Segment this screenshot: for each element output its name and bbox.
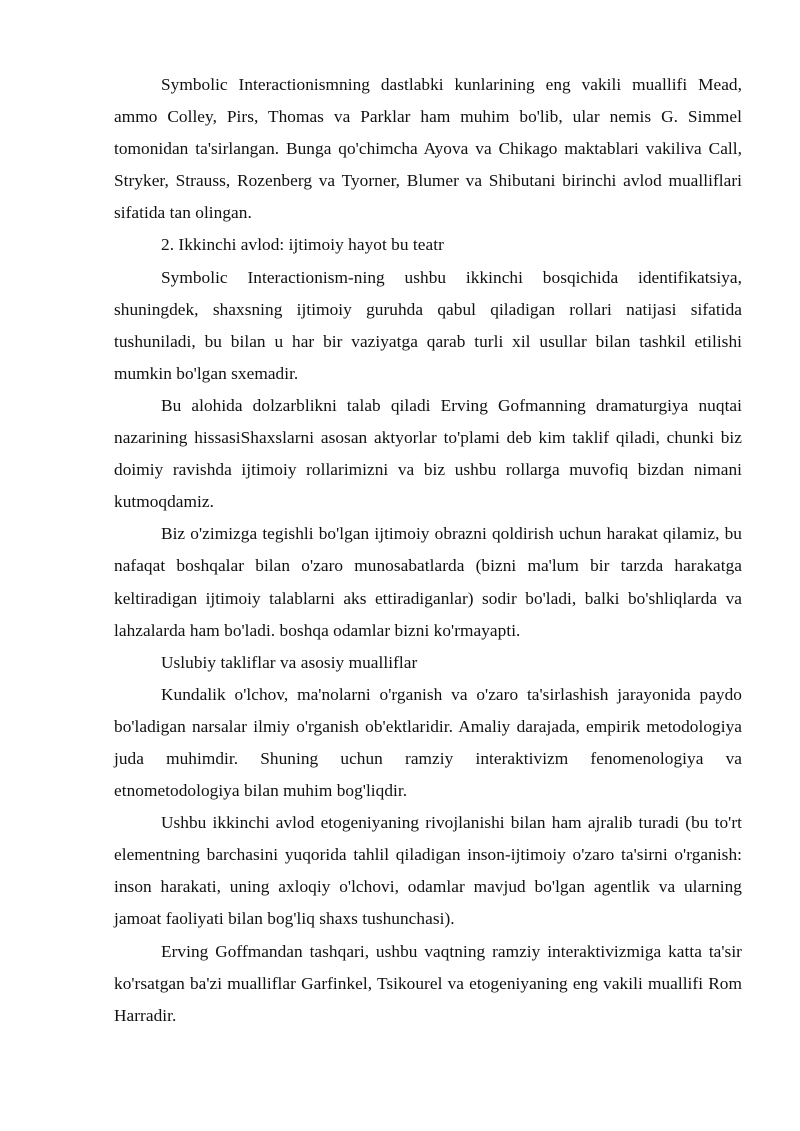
- paragraph-first-generation: Symbolic Interactionismning dastlabki kunlarining eng vakili muallifi Mead, ammo Colley, Pirs, Thomas va Parklar ham muhim bo'lib, ular nemis G. Simmel tomonidan ta'sirlangan. Bunga qo'chimcha Ayova va Chikago maktablari vakiliva Call, Stryker, Strauss, Rozenberg va Tyorner, Blumer va Shibutani birinchi avlod mualliflari sifatida tan olingan.: [114, 75, 742, 223]
- paragraph-goffman-dramaturgy: Bu alohida dolzarblikni talab qiladi Erving Gofmanning dramaturgiya nuqtai nazarining hissasiShaxslarni asosan aktyorlar to'plami deb kim taklif qiladi, chunki biz doimiy ravishda ijtimoiy rollarimizni va biz ushbu rollarga muvofiq bizdan nimani kutmoqdamiz.: [114, 395, 742, 512]
- paragraph-other-authors: Erving Goffmandan tashqari, ushbu vaqtning ramziy interaktivizmiga katta ta'sir ko'rsatgan ba'zi mualliflar Garfinkel, Tsikourel va etogeniyaning eng vakili muallifi Rom Harradir.: [114, 941, 742, 1025]
- heading-second-generation: 2. Ikkinchi avlod: ijtimoiy hayot bu teatr: [161, 235, 444, 255]
- document-page: [114, 69, 742, 1032]
- paragraph-identification: Symbolic Interactionism-ning ushbu ikkinchi bosqichida identifikatsiya, shuningdek, shaxsning ijtimoiy guruhda qabul qiladigan rollari natijasi sifatida tushuniladi, bu bilan u har bir vaziyatga qarab turli xil usullar bilan tashkil etilishi mumkin bo'lgan sxemadir.: [114, 267, 742, 383]
- paragraph-ethogeny: Ushbu ikkinchi avlod etogeniyaning rivojlanishi bilan ham ajralib turadi (bu to'rt elementning barchasini yuqorida tahlil qiladigan inson-ijtimoiy o'zaro ta'sirni o'rganish: inson harakati, uning axloqiy o'lchovi, odamlar mavjud bo'lgan agentlik va ularning jamoat faoliyati bilan bog'liq shaxs tushunchasi).: [114, 813, 742, 929]
- paragraph-social-image: Biz o'zimizga tegishli bo'lgan ijtimoiy obrazni qoldirish uchun harakat qilamiz, bu nafaqat boshqalar bilan o'zaro munosabatlarda (bizni ma'lum bir tarzda harakatga keltiradigan ijtimoiy talablarni aks ettiradiganlar) sodir bo'ladi, balki bo'shliqlarda va lahzalarda ham bo'ladi. boshqa odamlar bizni ko'rmayapti.: [114, 524, 742, 640]
- paragraph-empirical-methodology: Kundalik o'lchov, ma'nolarni o'rganish va o'zaro ta'sirlashish jarayonida paydo bo'ladigan narsalar ilmiy o'rganish ob'ektlaridir. Amaliy darajada, empirik metodologiya juda muhimdir. Shuning uchun ramziy interaktivizm fenomenologiya va etnometodologiya bilan muhim bog'liqdir.: [114, 684, 742, 801]
- heading-methodology: Uslubiy takliflar va asosiy mualliflar: [161, 652, 418, 672]
